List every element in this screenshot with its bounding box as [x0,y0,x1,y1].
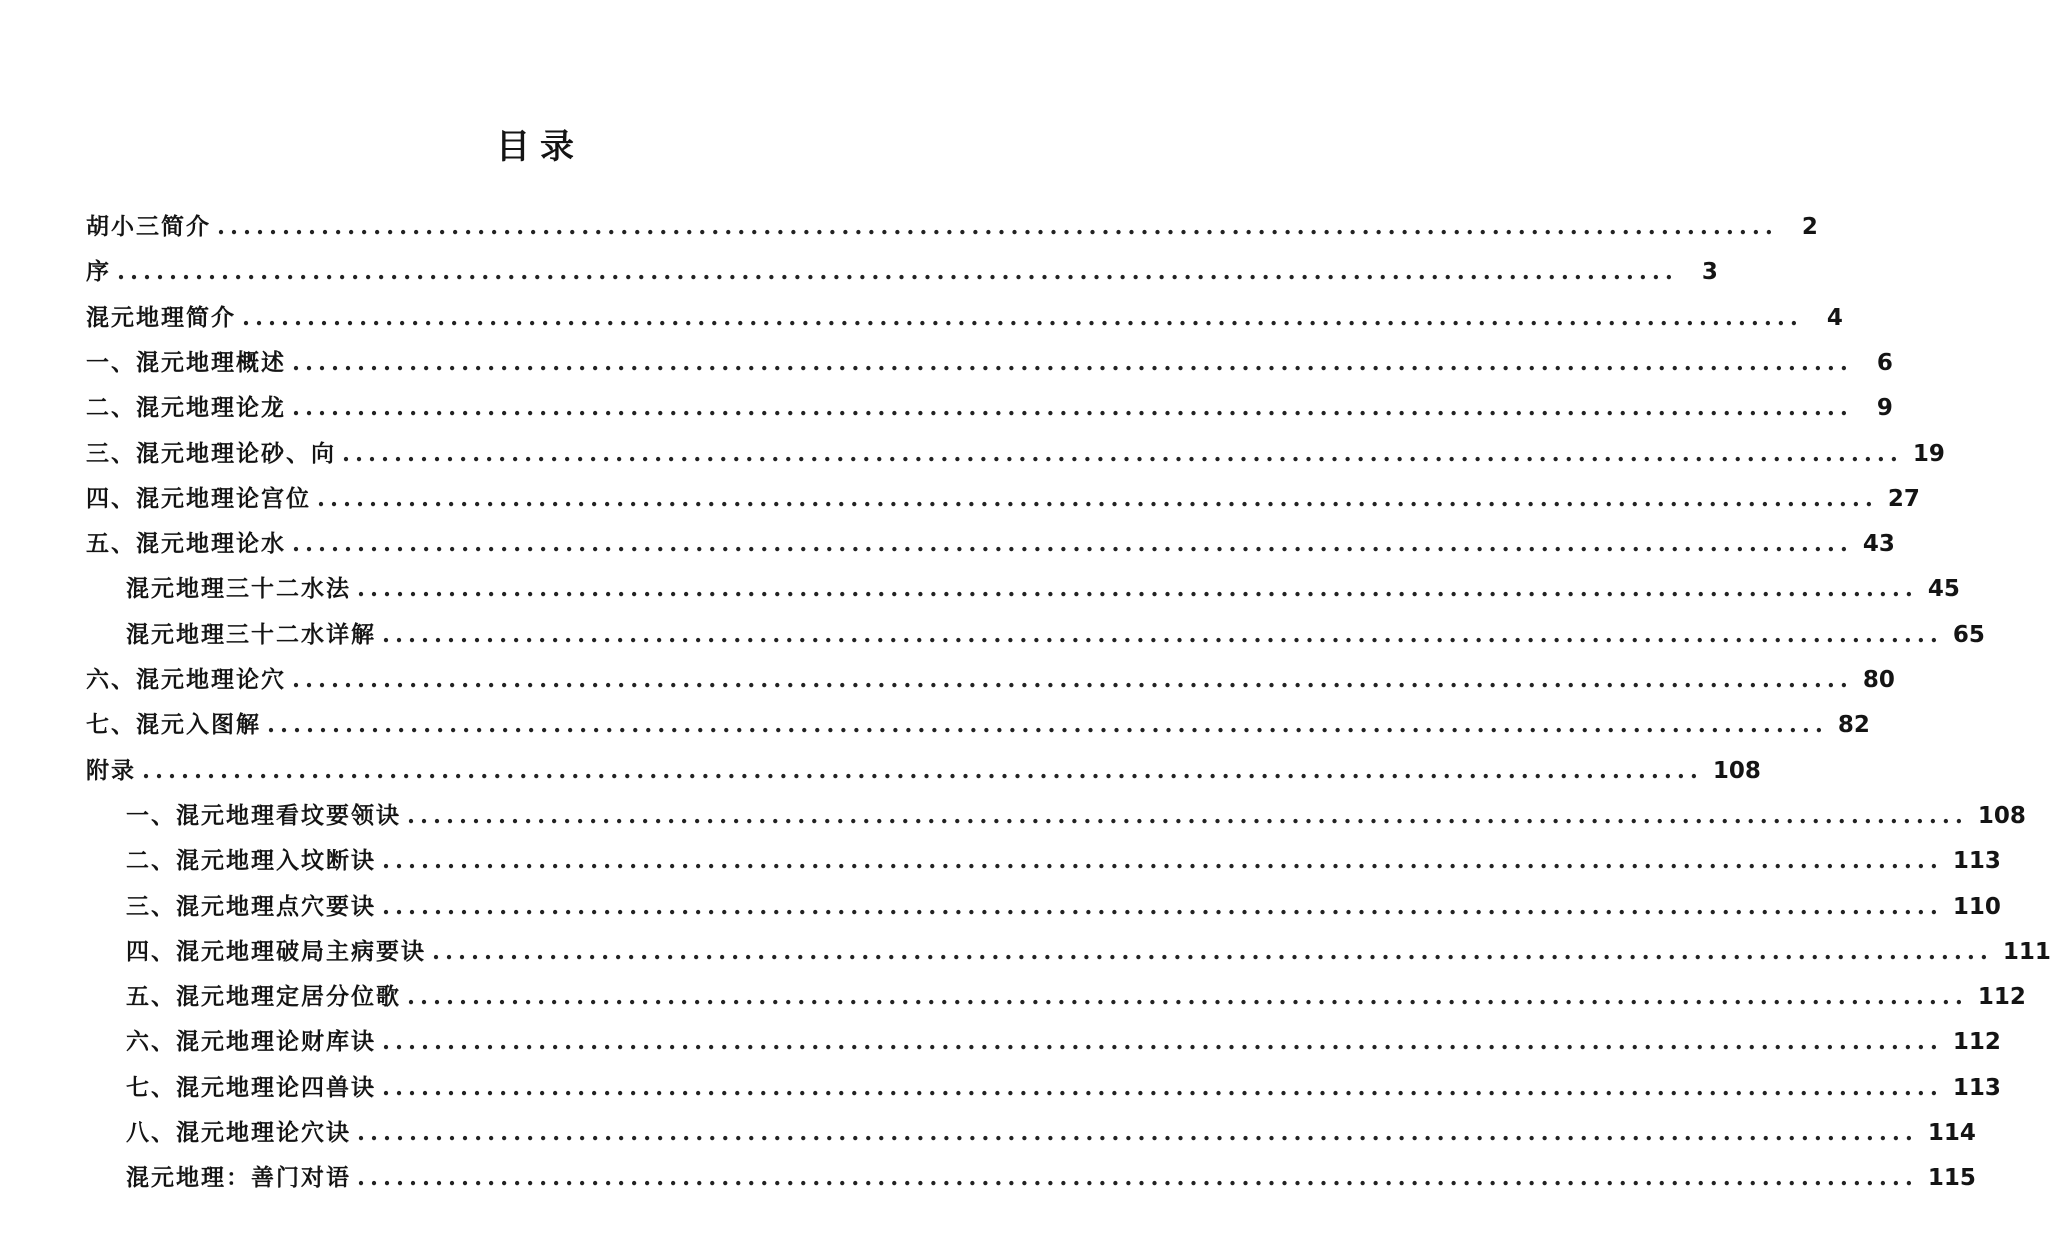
toc-entry [86,296,1843,336]
toc-entry-page-number: 115 [1927,1165,1976,1192]
toc-entry-page-number: 113 [1952,1074,2001,1101]
toc-entry-label: 六、混元地理论财库诀 [126,1028,376,1056]
toc-entry-label: 六、混元地理论穴 [86,666,286,693]
dot-leader: ........................................................................................................................ [142,756,1703,784]
toc-entry-label: 八、混元地理论穴诀 [126,1119,351,1146]
toc-entry [126,1020,2001,1060]
toc-entry-page-number: 6 [1876,349,1893,376]
toc-entry [126,794,2026,834]
toc-entry-label: 一、混元地理概述 [86,348,286,376]
toc-entry-page-number: 112 [1952,1029,2001,1056]
dot-leader: ........................................................................................................................ [317,484,1878,512]
toc-entry [126,1066,2001,1106]
toc-entry-label: 五、混元地理论水 [86,530,286,558]
toc-entry-label: 混元地理三十二水法 [126,575,351,603]
dot-leader: ........................................................................................................................ [382,1028,1943,1056]
toc-entry [86,341,1893,381]
toc-entry-label: 二、混元地理论龙 [86,394,286,422]
toc-entry [126,1156,1976,1196]
toc-entry-label: 序 [86,258,111,286]
toc-entry-page-number: 45 [1927,576,1960,603]
toc-entry-label: 四、混元地理论宫位 [86,484,311,512]
toc-entry-page-number: 111 [2002,938,2051,965]
toc-entry-page-number: 82 [1837,712,1870,739]
dot-leader: ........................................................................................................................ [357,1164,1918,1192]
toc-entry [86,477,1920,517]
dot-leader: ........................................................................................................................ [382,1073,1943,1101]
toc-entry [126,613,1985,653]
toc-entry-label: 混元地理简介 [86,303,236,331]
dot-leader: ........................................................................................................................ [432,937,1993,965]
toc-entry-label: 一、混元地理看坟要领诀 [126,801,401,829]
toc-entry-label: 七、混元地理论四兽诀 [126,1073,376,1101]
toc-entry [86,205,1818,245]
toc-entry-label: 三、混元地理论砂、向 [86,439,336,467]
dot-leader: ........................................................................................................................ [357,1119,1918,1146]
toc-entry [86,703,1870,743]
toc-entry-label: 二、混元地理入坟断诀 [126,847,376,875]
toc-entry-page-number: 112 [1977,984,2026,1011]
toc-entry [86,658,1895,698]
dot-leader: ........................................................................................................................ [407,801,1968,829]
dot-leader: ........................................................................................................................ [242,303,1803,331]
toc-entry-label: 胡小三简介 [86,213,211,240]
toc-entry-page-number: 2 [1801,214,1818,240]
dot-leader: ........................................................................................................................ [407,983,1968,1011]
toc-entry-page-number: 108 [1977,802,2026,829]
toc-entry-label: 三、混元地理点穴要诀 [126,892,376,920]
toc-entry-label: 五、混元地理定居分位歌 [126,983,401,1011]
page-title: 目录 [496,127,584,167]
toc-entry-label: 四、混元地理破局主病要诀 [126,937,426,965]
dot-leader: ........................................................................................................................ [267,711,1828,739]
toc-entry-page-number: 3 [1701,259,1718,286]
dot-leader: ........................................................................................................................ [292,394,1853,422]
dot-leader: ........................................................................................................................ [342,439,1903,467]
toc-entry [126,567,1960,607]
toc-entry [126,839,2001,879]
toc-entry-page-number: 108 [1712,757,1761,784]
dot-leader: ........................................................................................................................ [382,620,1943,648]
toc-entry-page-number: 19 [1912,440,1945,467]
toc-entry-label: 混元地理三十二水详解 [126,620,376,648]
toc-entry-label: 附录 [86,756,136,784]
dot-leader: ........................................................................................................................ [382,892,1943,920]
toc-entry [86,250,1718,290]
toc-entry-page-number: 80 [1862,667,1895,693]
toc-entry-label: 七、混元入图解 [86,711,261,739]
toc-entry [86,386,1893,426]
toc-entry [126,930,2051,970]
toc-entry [126,885,2001,925]
dot-leader: ........................................................................................................................ [382,847,1943,875]
toc-entry-page-number: 27 [1887,485,1920,512]
dot-leader: ........................................................................................................................ [357,575,1918,603]
toc-entry-page-number: 110 [1952,893,2001,920]
toc-entry [86,522,1895,562]
dot-leader: ........................................................................................................................ [217,213,1778,240]
dot-leader: ........................................................................................................................ [292,666,1853,693]
toc-entry [126,975,2026,1015]
dot-leader: ........................................................................................................................ [117,258,1678,286]
toc-entry-page-number: 113 [1952,848,2001,875]
toc-entry-page-number: 65 [1952,621,1985,648]
toc-entry-page-number: 9 [1876,395,1893,422]
dot-leader: ........................................................................................................................ [292,530,1853,558]
toc-entry-page-number: 4 [1826,304,1843,331]
dot-leader: ........................................................................................................................ [292,348,1853,376]
toc-entry [126,1111,1976,1151]
toc-entry [86,432,1945,472]
toc-entry-page-number: 43 [1862,531,1895,558]
toc-entry-label: 混元地理：善门对语 [126,1164,351,1192]
toc-entry [86,749,1761,789]
toc-entry-page-number: 114 [1927,1120,1976,1146]
